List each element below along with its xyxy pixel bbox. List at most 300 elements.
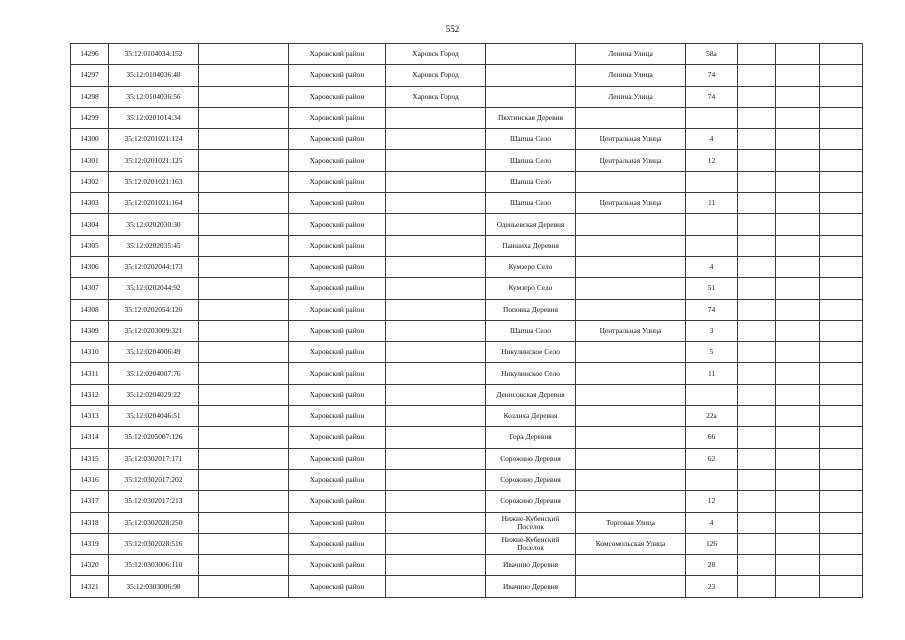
cadastral-number-cell: 35:12:0204046:51 (109, 406, 199, 427)
extra-column-1-cell (738, 150, 776, 171)
empty-column-cell (199, 171, 289, 192)
table-row (71, 512, 863, 533)
extra-column-3-cell (820, 214, 863, 235)
street-cell (576, 363, 686, 384)
table-row (71, 86, 863, 107)
street-cell (576, 256, 686, 277)
extra-column-2-cell (776, 384, 820, 405)
cadastral-number-cell: 35:12:0202054:120 (109, 299, 199, 320)
table-row (71, 278, 863, 299)
district-cell: Харовский район (289, 384, 386, 405)
cadastral-number-cell: 35:12:0302017:171 (109, 448, 199, 469)
house-number-cell (686, 214, 738, 235)
house-number-cell: 62 (686, 448, 738, 469)
table-row (71, 65, 863, 86)
table-row (71, 150, 863, 171)
district-cell: Харовский район (289, 576, 386, 597)
house-number-cell (686, 107, 738, 128)
house-number-cell: 23 (686, 576, 738, 597)
extra-column-2-cell (776, 214, 820, 235)
cadastral-number-cell: 35:12:0302028:250 (109, 512, 199, 533)
table-row (71, 107, 863, 128)
settlement-cell (486, 65, 576, 86)
settlement-cell: Шапша Село (486, 150, 576, 171)
extra-column-3-cell (820, 299, 863, 320)
extra-column-2-cell (776, 555, 820, 576)
row-number-cell: 14320 (71, 555, 109, 576)
table-row (71, 193, 863, 214)
extra-column-1-cell (738, 427, 776, 448)
extra-column-1-cell (738, 44, 776, 65)
row-number-cell: 14298 (71, 86, 109, 107)
extra-column-1-cell (738, 65, 776, 86)
empty-column-cell (199, 320, 289, 341)
empty-column-cell (199, 491, 289, 512)
house-number-cell: 12 (686, 150, 738, 171)
district-cell: Харовский район (289, 107, 386, 128)
cadastral-number-cell: 35:12:0201014:34 (109, 107, 199, 128)
cadastral-number-cell: 35:12:0201021:125 (109, 150, 199, 171)
city-cell (386, 256, 486, 277)
extra-column-1-cell (738, 278, 776, 299)
city-cell (386, 193, 486, 214)
extra-column-3-cell (820, 555, 863, 576)
house-number-cell: 3 (686, 320, 738, 341)
city-cell (386, 129, 486, 150)
district-cell: Харовский район (289, 555, 386, 576)
settlement-cell (486, 44, 576, 65)
empty-column-cell (199, 384, 289, 405)
table-row (71, 342, 863, 363)
empty-column-cell (199, 65, 289, 86)
street-cell (576, 235, 686, 256)
city-cell: Харовск Город (386, 86, 486, 107)
row-number-cell: 14301 (71, 150, 109, 171)
empty-column-cell (199, 278, 289, 299)
cadastral-number-cell: 35:12:0204007:76 (109, 363, 199, 384)
table-row (71, 448, 863, 469)
row-number-cell: 14300 (71, 129, 109, 150)
street-cell (576, 576, 686, 597)
empty-column-cell (199, 533, 289, 554)
cadastral-number-cell: 35:12:0104036:56 (109, 86, 199, 107)
extra-column-2-cell (776, 363, 820, 384)
empty-column-cell (199, 256, 289, 277)
table-row (71, 427, 863, 448)
city-cell (386, 214, 486, 235)
extra-column-2-cell (776, 299, 820, 320)
extra-column-3-cell (820, 448, 863, 469)
table-row (71, 129, 863, 150)
street-cell: Центральная Улица (576, 129, 686, 150)
street-cell: Ленина Улица (576, 44, 686, 65)
row-number-cell: 14317 (71, 491, 109, 512)
district-cell: Харовский район (289, 86, 386, 107)
page-number: 552 (445, 24, 460, 34)
settlement-cell: Никулинское Село (486, 363, 576, 384)
city-cell (386, 278, 486, 299)
street-cell (576, 278, 686, 299)
settlement-cell: Кумзеро Село (486, 256, 576, 277)
table-row (71, 256, 863, 277)
row-number-cell: 14318 (71, 512, 109, 533)
extra-column-2-cell (776, 86, 820, 107)
district-cell: Харовский район (289, 427, 386, 448)
settlement-cell: Сорожино Деревня (486, 491, 576, 512)
cadastral-number-cell: 35:12:0104034:152 (109, 44, 199, 65)
row-number-cell: 14312 (71, 384, 109, 405)
city-cell (386, 427, 486, 448)
city-cell (386, 107, 486, 128)
house-number-cell: 4 (686, 512, 738, 533)
extra-column-1-cell (738, 129, 776, 150)
extra-column-1-cell (738, 342, 776, 363)
row-number-cell: 14306 (71, 256, 109, 277)
cadastral-number-cell: 35:12:0204029:22 (109, 384, 199, 405)
city-cell (386, 555, 486, 576)
extra-column-2-cell (776, 171, 820, 192)
district-cell: Харовский район (289, 320, 386, 341)
row-number-cell: 14303 (71, 193, 109, 214)
extra-column-1-cell (738, 214, 776, 235)
settlement-cell: Оденьевская Деревня (486, 214, 576, 235)
extra-column-3-cell (820, 256, 863, 277)
extra-column-2-cell (776, 65, 820, 86)
empty-column-cell (199, 235, 289, 256)
street-cell (576, 384, 686, 405)
extra-column-1-cell (738, 512, 776, 533)
empty-column-cell (199, 406, 289, 427)
empty-column-cell (199, 86, 289, 107)
row-number-cell: 14319 (71, 533, 109, 554)
extra-column-3-cell (820, 235, 863, 256)
empty-column-cell (199, 512, 289, 533)
cadastral-number-cell: 35:12:0204006:49 (109, 342, 199, 363)
district-cell: Харовский район (289, 342, 386, 363)
table-row (71, 555, 863, 576)
settlement-cell (486, 86, 576, 107)
cadastral-number-cell: 35:12:0302028:516 (109, 533, 199, 554)
row-number-cell: 14297 (71, 65, 109, 86)
row-number-cell: 14315 (71, 448, 109, 469)
district-cell: Харовский район (289, 512, 386, 533)
cadastral-number-cell: 35:12:0104036:48 (109, 65, 199, 86)
house-number-cell: 74 (686, 299, 738, 320)
city-cell (386, 384, 486, 405)
district-cell: Харовский район (289, 406, 386, 427)
table-row (71, 235, 863, 256)
street-cell: Ленина Улица (576, 86, 686, 107)
extra-column-1-cell (738, 491, 776, 512)
cadastral-number-cell: 35:12:0203009:321 (109, 320, 199, 341)
district-cell: Харовский район (289, 214, 386, 235)
table-row (71, 491, 863, 512)
street-cell (576, 171, 686, 192)
extra-column-2-cell (776, 576, 820, 597)
extra-column-1-cell (738, 576, 776, 597)
settlement-cell: Кумзеро Село (486, 278, 576, 299)
extra-column-3-cell (820, 44, 863, 65)
cadastral-number-cell: 35:12:0202044:173 (109, 256, 199, 277)
extra-column-3-cell (820, 171, 863, 192)
district-cell: Харовский район (289, 363, 386, 384)
city-cell (386, 320, 486, 341)
district-cell: Харовский район (289, 278, 386, 299)
cadastral-number-cell: 35:12:0202035:45 (109, 235, 199, 256)
settlement-cell: Нижне-Кубенский Поселок (486, 533, 576, 554)
row-number-cell: 14307 (71, 278, 109, 299)
extra-column-3-cell (820, 107, 863, 128)
extra-column-3-cell (820, 342, 863, 363)
extra-column-1-cell (738, 533, 776, 554)
empty-column-cell (199, 427, 289, 448)
cadastral-number-cell: 35:12:0302017:213 (109, 491, 199, 512)
house-number-cell: 11 (686, 193, 738, 214)
street-cell: Центральная Улица (576, 193, 686, 214)
house-number-cell: 5 (686, 342, 738, 363)
extra-column-2-cell (776, 107, 820, 128)
house-number-cell (686, 171, 738, 192)
empty-column-cell (199, 342, 289, 363)
extra-column-3-cell (820, 512, 863, 533)
district-cell: Харовский район (289, 65, 386, 86)
street-cell: Ленина Улица (576, 65, 686, 86)
empty-column-cell (199, 576, 289, 597)
cadastral-number-cell: 35:12:0303006:110 (109, 555, 199, 576)
house-number-cell: 74 (686, 86, 738, 107)
row-number-cell: 14316 (71, 469, 109, 490)
settlement-cell: Шапша Село (486, 171, 576, 192)
street-cell (576, 299, 686, 320)
street-cell: Центральная Улица (576, 150, 686, 171)
district-cell: Харовский район (289, 171, 386, 192)
settlement-cell: Гора Деревня (486, 427, 576, 448)
house-number-cell: 4 (686, 129, 738, 150)
table-row (71, 214, 863, 235)
row-number-cell: 14299 (71, 107, 109, 128)
table-row (71, 469, 863, 490)
extra-column-2-cell (776, 235, 820, 256)
extra-column-3-cell (820, 129, 863, 150)
district-cell: Харовский район (289, 150, 386, 171)
extra-column-3-cell (820, 491, 863, 512)
cadastral-number-cell: 35:12:0302017:202 (109, 469, 199, 490)
extra-column-2-cell (776, 448, 820, 469)
house-number-cell: 11 (686, 363, 738, 384)
empty-column-cell (199, 448, 289, 469)
extra-column-3-cell (820, 427, 863, 448)
city-cell (386, 491, 486, 512)
extra-column-3-cell (820, 576, 863, 597)
street-cell (576, 406, 686, 427)
street-cell: Центральная Улица (576, 320, 686, 341)
city-cell (386, 512, 486, 533)
extra-column-3-cell (820, 533, 863, 554)
extra-column-3-cell (820, 384, 863, 405)
table-row (71, 406, 863, 427)
row-number-cell: 14313 (71, 406, 109, 427)
empty-column-cell (199, 363, 289, 384)
empty-column-cell (199, 193, 289, 214)
table-row (71, 299, 863, 320)
settlement-cell: Шапша Село (486, 193, 576, 214)
row-number-cell: 14309 (71, 320, 109, 341)
extra-column-2-cell (776, 469, 820, 490)
city-cell (386, 469, 486, 490)
street-cell (576, 555, 686, 576)
table-row (71, 171, 863, 192)
extra-column-2-cell (776, 278, 820, 299)
district-cell: Харовский район (289, 299, 386, 320)
street-cell: Торговая Улица (576, 512, 686, 533)
cadastral-number-cell: 35:12:0201021:164 (109, 193, 199, 214)
district-cell: Харовский район (289, 491, 386, 512)
empty-column-cell (199, 469, 289, 490)
empty-column-cell (199, 107, 289, 128)
table-row (71, 44, 863, 65)
city-cell (386, 235, 486, 256)
cadastral-number-cell: 35:12:0201021:124 (109, 129, 199, 150)
table-row (71, 363, 863, 384)
extra-column-2-cell (776, 193, 820, 214)
empty-column-cell (199, 214, 289, 235)
extra-column-3-cell (820, 320, 863, 341)
cadastral-number-cell: 35:12:0205007:126 (109, 427, 199, 448)
house-number-cell (686, 235, 738, 256)
table-row (71, 384, 863, 405)
empty-column-cell (199, 129, 289, 150)
district-cell: Харовский район (289, 44, 386, 65)
empty-column-cell (199, 150, 289, 171)
street-cell (576, 469, 686, 490)
district-cell: Харовский район (289, 469, 386, 490)
settlement-cell: Сорожино Деревня (486, 469, 576, 490)
house-number-cell: 66 (686, 427, 738, 448)
extra-column-1-cell (738, 235, 776, 256)
empty-column-cell (199, 555, 289, 576)
extra-column-1-cell (738, 469, 776, 490)
district-cell: Харовский район (289, 129, 386, 150)
district-cell: Харовский район (289, 256, 386, 277)
settlement-cell: Сорожино Деревня (486, 448, 576, 469)
row-number-cell: 14311 (71, 363, 109, 384)
cadastral-number-cell: 35:12:0202030:30 (109, 214, 199, 235)
cadastral-number-cell: 35:12:0303006:98 (109, 576, 199, 597)
city-cell (386, 576, 486, 597)
street-cell (576, 491, 686, 512)
extra-column-1-cell (738, 384, 776, 405)
district-cell: Харовский район (289, 533, 386, 554)
row-number-cell: 14308 (71, 299, 109, 320)
city-cell (386, 171, 486, 192)
extra-column-1-cell (738, 171, 776, 192)
row-number-cell: 14314 (71, 427, 109, 448)
extra-column-1-cell (738, 555, 776, 576)
extra-column-3-cell (820, 406, 863, 427)
settlement-cell: Ивачино Деревня (486, 576, 576, 597)
extra-column-2-cell (776, 44, 820, 65)
extra-column-3-cell (820, 65, 863, 86)
extra-column-2-cell (776, 150, 820, 171)
street-cell: Комсомольская Улица (576, 533, 686, 554)
settlement-cell: Денисовская Деревня (486, 384, 576, 405)
extra-column-2-cell (776, 533, 820, 554)
table-body (71, 44, 863, 598)
row-number-cell: 14296 (71, 44, 109, 65)
table-row (71, 320, 863, 341)
district-cell: Харовский район (289, 193, 386, 214)
extra-column-3-cell (820, 469, 863, 490)
settlement-cell: Поповка Деревня (486, 299, 576, 320)
extra-column-1-cell (738, 320, 776, 341)
settlement-cell: Козлиха Деревня (486, 406, 576, 427)
house-number-cell (686, 384, 738, 405)
street-cell (576, 107, 686, 128)
row-number-cell: 14310 (71, 342, 109, 363)
house-number-cell: 74 (686, 65, 738, 86)
district-cell: Харовский район (289, 448, 386, 469)
extra-column-1-cell (738, 406, 776, 427)
city-cell (386, 406, 486, 427)
settlement-cell: Никулинское Село (486, 342, 576, 363)
extra-column-1-cell (738, 193, 776, 214)
street-cell (576, 342, 686, 363)
house-number-cell: 126 (686, 533, 738, 554)
house-number-cell: 58а (686, 44, 738, 65)
extra-column-1-cell (738, 86, 776, 107)
district-cell: Харовский район (289, 235, 386, 256)
table-row (71, 533, 863, 554)
extra-column-2-cell (776, 491, 820, 512)
extra-column-1-cell (738, 107, 776, 128)
extra-column-1-cell (738, 363, 776, 384)
table-row (71, 576, 863, 597)
extra-column-2-cell (776, 256, 820, 277)
street-cell (576, 214, 686, 235)
settlement-cell: Пяхтинская Деревня (486, 107, 576, 128)
city-cell (386, 342, 486, 363)
row-number-cell: 14302 (71, 171, 109, 192)
city-cell (386, 299, 486, 320)
house-number-cell: 4 (686, 256, 738, 277)
settlement-cell: Шапша Село (486, 320, 576, 341)
house-number-cell: 22а (686, 406, 738, 427)
extra-column-2-cell (776, 512, 820, 533)
house-number-cell: 12 (686, 491, 738, 512)
cadastral-number-cell: 35:12:0201021:163 (109, 171, 199, 192)
settlement-cell: Нижне-Кубенский Поселок (486, 512, 576, 533)
extra-column-3-cell (820, 363, 863, 384)
city-cell (386, 533, 486, 554)
house-number-cell: 51 (686, 278, 738, 299)
row-number-cell: 14304 (71, 214, 109, 235)
row-number-cell: 14305 (71, 235, 109, 256)
extra-column-2-cell (776, 406, 820, 427)
empty-column-cell (199, 44, 289, 65)
street-cell (576, 427, 686, 448)
extra-column-2-cell (776, 342, 820, 363)
street-cell (576, 448, 686, 469)
extra-column-2-cell (776, 129, 820, 150)
city-cell (386, 150, 486, 171)
extra-column-3-cell (820, 278, 863, 299)
house-number-cell (686, 469, 738, 490)
empty-column-cell (199, 299, 289, 320)
settlement-cell: Ивачино Деревня (486, 555, 576, 576)
row-number-cell: 14321 (71, 576, 109, 597)
city-cell (386, 448, 486, 469)
extra-column-1-cell (738, 448, 776, 469)
